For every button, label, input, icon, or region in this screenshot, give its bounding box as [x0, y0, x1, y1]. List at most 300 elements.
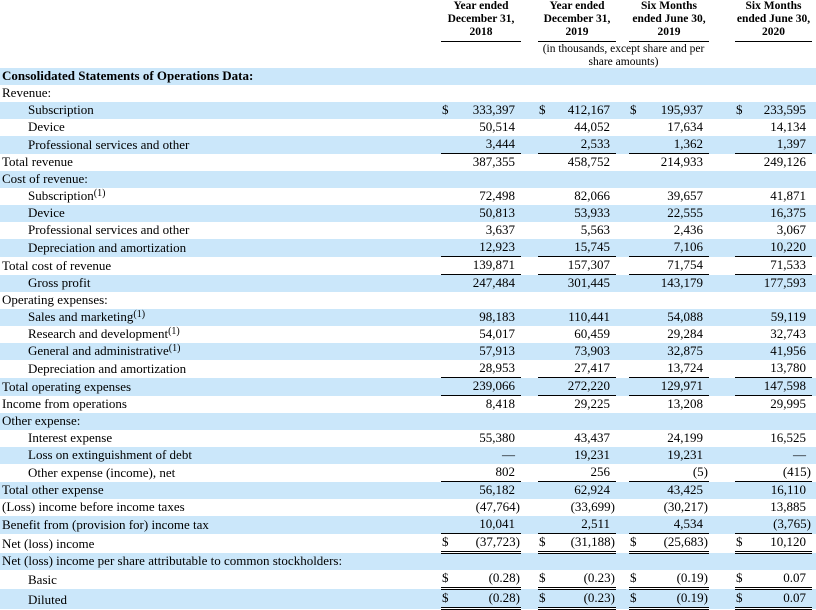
value-text: 59,119 [770, 309, 806, 325]
header-line: 2019 [565, 25, 589, 38]
row-label: Subscription [28, 102, 94, 118]
column-header-six-months-2020 [735, 0, 812, 41]
value-cell [441, 292, 521, 309]
value-text: 54,088 [667, 309, 703, 325]
value-text: 19,231 [574, 447, 610, 463]
value-cell [735, 257, 812, 275]
column-gap [812, 589, 816, 609]
value-text: 12,923 [479, 239, 515, 255]
value-cell [629, 292, 709, 309]
header-line: Year ended [549, 0, 605, 12]
row-label: Professional services and other [28, 222, 190, 238]
value-cell [441, 171, 521, 188]
note-spacer [521, 41, 538, 68]
value-text: 57,913 [479, 343, 515, 359]
table-row [0, 222, 816, 239]
value-cell [735, 171, 812, 188]
value-text: 195,937 [660, 102, 703, 118]
value-cell [629, 275, 709, 293]
value-text: (0.19) [676, 570, 708, 586]
column-gap [616, 222, 629, 239]
column-gap [709, 239, 735, 257]
value-text: 62,924 [574, 482, 610, 498]
header-line: December 31, [447, 12, 515, 25]
value-cell [441, 309, 521, 326]
value-text: 13,208 [667, 396, 703, 412]
column-gap [709, 360, 735, 378]
column-gap [616, 239, 629, 257]
value-cell [441, 326, 521, 343]
currency-symbol: $ [630, 570, 637, 586]
column-gap [616, 360, 629, 378]
column-gap [812, 360, 816, 378]
value-text: 239,066 [472, 378, 515, 394]
column-gap [812, 136, 816, 154]
value-cell [441, 154, 521, 172]
column-gap [709, 499, 735, 516]
value-text: 387,355 [472, 154, 515, 170]
value-cell [538, 464, 616, 482]
value-cell [441, 343, 521, 360]
column-gap [616, 589, 629, 609]
value-cell [441, 413, 521, 430]
value-text: 71,754 [667, 257, 703, 273]
value-cell [629, 188, 709, 205]
row-label: Cost of revenue: [2, 171, 88, 187]
row-label: Depreciation and amortization [28, 239, 187, 255]
value-text: 2,533 [580, 136, 610, 152]
table-row [0, 378, 816, 396]
value-text: 157,307 [567, 257, 610, 273]
value-text: 98,183 [479, 309, 515, 325]
column-gap [812, 275, 816, 293]
column-gap [812, 309, 816, 326]
value-text: 256 [590, 464, 610, 480]
value-cell [629, 239, 709, 257]
row-label: Benefit from (provision for) income tax [2, 516, 209, 532]
table-row [0, 68, 816, 85]
value-cell [441, 378, 521, 396]
value-text: 2,511 [581, 516, 610, 532]
value-text: (25,683) [663, 534, 708, 550]
value-text: 247,484 [472, 275, 515, 291]
value-cell [538, 257, 616, 275]
value-text: (0.28) [488, 590, 520, 606]
row-label: Total cost of revenue [2, 257, 112, 273]
value-cell [629, 589, 709, 609]
value-text: 177,593 [763, 275, 806, 291]
value-cell [441, 396, 521, 414]
value-text: (0.28) [488, 570, 520, 586]
row-label: Total revenue [2, 154, 73, 170]
column-gap [709, 309, 735, 326]
column-gap [616, 482, 629, 500]
value-text: 41,871 [770, 188, 806, 204]
column-gap [812, 68, 816, 85]
column-gap [521, 326, 538, 343]
row-label: Device [28, 119, 65, 135]
column-gap [709, 257, 735, 275]
row-label: Gross profit [28, 275, 91, 291]
value-text: — [502, 447, 515, 463]
value-cell [629, 119, 709, 136]
column-gap [709, 396, 735, 414]
value-cell [629, 171, 709, 188]
value-text: (415) [782, 464, 811, 480]
table-row [0, 430, 816, 447]
value-cell [629, 396, 709, 414]
value-cell [629, 154, 709, 172]
currency-symbol: $ [630, 590, 637, 606]
row-label: Sales and marketing$^{(1)}$ [28, 309, 146, 325]
value-text: 3,444 [485, 136, 515, 152]
value-text: (5) [692, 464, 708, 480]
value-cell [629, 413, 709, 430]
value-cell [735, 464, 812, 482]
value-cell [629, 102, 709, 119]
value-cell [629, 360, 709, 378]
column-gap [521, 68, 538, 85]
value-cell [441, 239, 521, 257]
value-text: 1,397 [776, 136, 806, 152]
value-text: (0.23) [583, 570, 615, 586]
note-spacer [812, 41, 816, 68]
row-label: Income from operations [2, 396, 127, 412]
header-line: Six Months [745, 0, 802, 12]
value-cell [538, 188, 616, 205]
header-line: Year ended [453, 0, 509, 12]
value-cell [538, 343, 616, 360]
value-text: 72,498 [479, 188, 515, 204]
value-cell [735, 499, 812, 516]
value-text: 28,953 [479, 360, 515, 376]
column-gap [521, 396, 538, 414]
column-gap [616, 343, 629, 360]
value-text: 32,875 [667, 343, 703, 359]
column-gap [812, 570, 816, 589]
value-text: 272,220 [567, 378, 610, 394]
column-gap [521, 119, 538, 136]
value-text: 24,199 [667, 430, 703, 446]
currency-symbol: $ [442, 534, 449, 550]
column-gap [521, 570, 538, 589]
units-note: (in thousands, except share and per share amounts) [542, 42, 705, 68]
value-cell [735, 136, 812, 154]
table-row [0, 292, 816, 309]
value-cell [441, 499, 521, 516]
row-label: Revenue: [2, 85, 52, 101]
column-gap [812, 292, 816, 309]
value-cell [735, 188, 812, 205]
value-text: 458,752 [567, 154, 610, 170]
column-gap [812, 396, 816, 414]
value-cell [735, 102, 812, 119]
row-label: Other expense (income), net [28, 464, 176, 480]
value-cell [538, 482, 616, 500]
column-gap [521, 464, 538, 482]
column-gap [616, 516, 629, 534]
value-text: 15,745 [574, 239, 610, 255]
table-row [0, 570, 816, 589]
table-row [0, 447, 816, 464]
value-cell [538, 68, 616, 85]
header-line: ended June 30, [736, 12, 811, 25]
column-gap [616, 570, 629, 589]
column-gap [616, 292, 629, 309]
column-gap [521, 589, 538, 609]
currency-symbol: $ [442, 570, 449, 586]
table-row [0, 534, 816, 553]
value-cell [538, 154, 616, 172]
value-text: 7,106 [673, 239, 703, 255]
value-cell [629, 430, 709, 447]
column-gap [616, 171, 629, 188]
value-cell [441, 188, 521, 205]
value-cell [538, 570, 616, 589]
column-gap [616, 326, 629, 343]
column-gap [812, 413, 816, 430]
value-text: 17,634 [667, 119, 703, 135]
value-cell [735, 68, 812, 85]
column-gap [521, 0, 538, 41]
currency-symbol: $ [539, 570, 546, 586]
value-cell [735, 396, 812, 414]
table-row [0, 396, 816, 414]
operations-table-body [0, 68, 816, 609]
value-cell [538, 534, 616, 553]
column-gap [812, 430, 816, 447]
header-line: December 31, [543, 12, 611, 25]
value-cell [538, 102, 616, 119]
currency-symbol: $ [539, 590, 546, 606]
column-gap [812, 239, 816, 257]
value-text: 43,425 [667, 482, 703, 498]
value-text: 50,813 [479, 205, 515, 221]
value-cell [735, 360, 812, 378]
column-gap [709, 222, 735, 239]
table-row [0, 257, 816, 275]
table-row [0, 85, 816, 102]
value-text: 412,167 [567, 102, 610, 118]
header-spacer [0, 0, 441, 41]
column-gap [521, 516, 538, 534]
value-text: (0.23) [583, 590, 615, 606]
column-gap [709, 326, 735, 343]
value-text: 129,971 [660, 378, 703, 394]
column-gap [616, 396, 629, 414]
column-gap [812, 188, 816, 205]
row-label: Subscription$^{(1)}$ [28, 188, 106, 204]
value-cell [629, 516, 709, 534]
column-gap [812, 154, 816, 172]
column-gap [521, 85, 538, 102]
value-text: 14,134 [770, 119, 806, 135]
value-text: 22,555 [667, 205, 703, 221]
value-cell [538, 119, 616, 136]
value-cell [629, 553, 709, 570]
value-text: 39,657 [667, 188, 703, 204]
value-text: 43,437 [574, 430, 610, 446]
table-row [0, 343, 816, 360]
row-label: Loss on extinguishment of debt [28, 447, 192, 463]
table-row [0, 171, 816, 188]
column-gap [521, 292, 538, 309]
currency-symbol: $ [539, 534, 546, 550]
value-cell [538, 326, 616, 343]
column-gap [616, 309, 629, 326]
column-gap [812, 0, 816, 41]
column-gap [521, 136, 538, 154]
value-cell [441, 136, 521, 154]
column-gap [812, 447, 816, 464]
currency-symbol: $ [736, 570, 743, 586]
value-text: 32,743 [770, 326, 806, 342]
note-spacer [709, 41, 735, 68]
header-line: Six Months [641, 0, 697, 12]
value-cell [735, 430, 812, 447]
currency-symbol: $ [630, 534, 637, 550]
column-gap [709, 447, 735, 464]
column-gap [521, 171, 538, 188]
column-gap [709, 378, 735, 396]
column-gap [521, 102, 538, 119]
table-row [0, 102, 816, 119]
column-gap [709, 430, 735, 447]
value-cell [629, 205, 709, 222]
value-text: 29,225 [574, 396, 610, 412]
table-row [0, 464, 816, 482]
column-gap [616, 154, 629, 172]
value-cell [441, 205, 521, 222]
value-cell [441, 360, 521, 378]
value-cell [735, 154, 812, 172]
column-gap [709, 68, 735, 85]
column-gap [616, 188, 629, 205]
value-text: 13,780 [770, 360, 806, 376]
value-text: (47,764) [475, 499, 520, 515]
value-text: 10,120 [770, 534, 806, 550]
value-text: 16,525 [770, 430, 806, 446]
value-cell [629, 343, 709, 360]
column-gap [812, 343, 816, 360]
value-text: 60,459 [574, 326, 610, 342]
column-gap [616, 499, 629, 516]
value-text: 139,871 [472, 257, 515, 273]
value-cell [735, 589, 812, 609]
row-label: Other expense: [2, 413, 81, 429]
value-cell [538, 447, 616, 464]
column-gap [521, 553, 538, 570]
column-gap [709, 292, 735, 309]
value-cell [441, 68, 521, 85]
column-gap [616, 534, 629, 553]
row-label: Basic [28, 571, 57, 587]
value-cell [629, 534, 709, 553]
value-text: 41,956 [770, 343, 806, 359]
value-text: 3,067 [776, 222, 806, 238]
value-text: 27,417 [574, 360, 610, 376]
column-gap [812, 482, 816, 500]
value-cell [629, 222, 709, 239]
value-cell [538, 553, 616, 570]
value-cell [538, 396, 616, 414]
footnote-ref: (1) [133, 309, 146, 321]
column-gap [812, 534, 816, 553]
column-gap [616, 257, 629, 275]
currency-symbol: $ [736, 102, 743, 118]
table-row [0, 413, 816, 430]
column-gap [709, 534, 735, 553]
column-gap [709, 85, 735, 102]
value-cell [538, 275, 616, 293]
column-header-2019 [538, 0, 616, 41]
value-cell [735, 482, 812, 500]
value-cell [441, 570, 521, 589]
value-cell [538, 499, 616, 516]
column-gap [616, 275, 629, 293]
value-text: 73,903 [574, 343, 610, 359]
column-gap [521, 154, 538, 172]
column-gap [812, 205, 816, 222]
value-text: 19,231 [667, 447, 703, 463]
value-text: 10,220 [770, 239, 806, 255]
currency-symbol: $ [736, 590, 743, 606]
table-row [0, 553, 816, 570]
value-text: 110,441 [568, 309, 610, 325]
row-label: Consolidated Statements of Operations Data: [2, 68, 254, 84]
column-gap [709, 516, 735, 534]
column-gap [521, 275, 538, 293]
value-cell [735, 275, 812, 293]
value-cell [441, 275, 521, 293]
column-gap [616, 68, 629, 85]
column-gap [812, 119, 816, 136]
value-cell [441, 553, 521, 570]
column-gap [812, 553, 816, 570]
column-gap [616, 102, 629, 119]
value-cell [735, 343, 812, 360]
value-text: 44,052 [574, 119, 610, 135]
value-text: 301,445 [567, 275, 610, 291]
table-row [0, 516, 816, 534]
column-gap [521, 239, 538, 257]
column-gap [521, 482, 538, 500]
column-gap [812, 378, 816, 396]
column-gap [812, 171, 816, 188]
value-cell [441, 516, 521, 534]
value-text: 802 [495, 464, 515, 480]
value-cell [538, 171, 616, 188]
value-text: 50,514 [479, 119, 515, 135]
header-line: ended June 30, [632, 12, 706, 25]
column-gap [709, 136, 735, 154]
value-text: 56,182 [479, 482, 515, 498]
value-cell [441, 589, 521, 609]
column-gap [521, 205, 538, 222]
currency-symbol: $ [539, 102, 546, 118]
column-gap [616, 430, 629, 447]
value-cell [735, 570, 812, 589]
column-gap [616, 0, 629, 41]
column-gap [709, 188, 735, 205]
value-cell [735, 516, 812, 534]
value-cell [538, 239, 616, 257]
column-gap [709, 102, 735, 119]
value-cell [538, 378, 616, 396]
value-cell [735, 447, 812, 464]
row-label: Diluted [28, 591, 67, 607]
currency-symbol: $ [442, 590, 449, 606]
